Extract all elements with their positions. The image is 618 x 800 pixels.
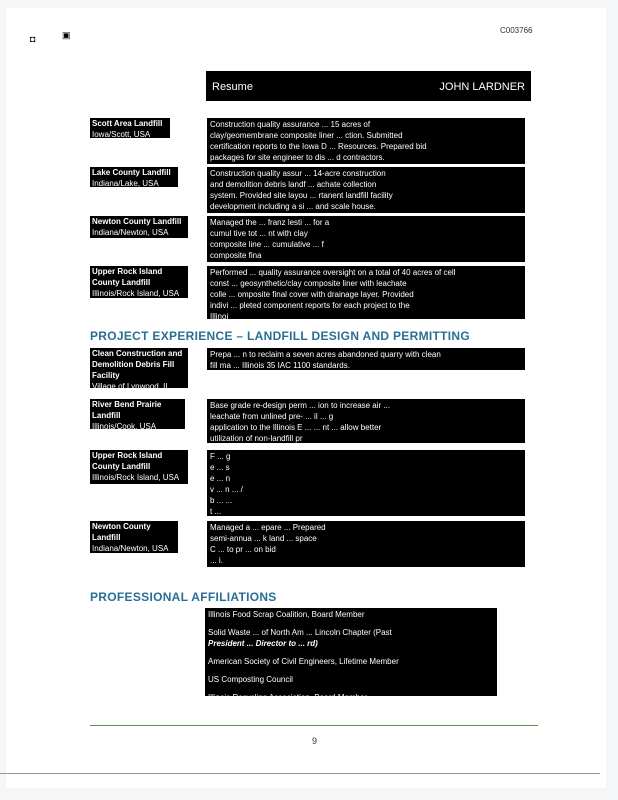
description-line: Prepa ... n to reclaim a seven acres abandoned quarry with clean [210,350,441,359]
location-title: Clean Construction and Demolition Debris Fill Facility [92,349,183,380]
description-line: colle ... omposite final cover with drainage layer. Provided [210,290,414,299]
candidate-name: JOHN LARDNER [439,81,525,93]
description-line: and demolition debris landf ... achate collection [210,180,377,189]
description-line: system. Provided site layou ... rtanent landfill facility [210,191,393,200]
description-line: clay/geomembrane composite liner ... ction. Submitted [210,131,403,140]
location-title: Scott Area Landfill [92,119,163,128]
section-title-affiliations: PROFESSIONAL AFFILIATIONS [90,590,277,604]
project-description [207,118,525,164]
description-line: Managed the ... franz lesti ... for a [210,218,330,227]
project-description [207,167,525,213]
description-line: indivi ... pleted component reports for each project to the [210,301,410,310]
affiliation-item: American Society of Civil Engineers, Lifetime Member [208,657,399,666]
description-line: v ... n ... / [210,485,243,494]
resume-label: Resume [212,81,253,93]
location-title: River Bend Prairie Landfill [92,400,162,420]
location-title: Newton County Landfill [92,522,151,542]
location-title: Upper Rock Island County Landfill [92,451,163,471]
description-line: certification reports to the Iowa D ... Resources. Prepared bid [210,142,427,151]
description-line: packages for site engineer to dis ... d contractors. [210,153,385,162]
location-block [90,521,178,553]
description-line: composite fina [210,251,262,260]
resume-header [206,71,531,101]
affiliation-item: US Composting Council [208,675,293,684]
description-line: semi-annua ... k land ... space [210,534,317,543]
location-subtitle: Illinois/Rock Island, USA [92,473,180,482]
location-title: Newton County Landfill [92,217,182,226]
description-line: Performed ... quality assurance oversight on a total of 40 acres of cell [210,268,456,277]
location-subtitle: Indiana/Newton, USA [92,544,169,553]
project-description [207,266,525,319]
location-subtitle: Indiana/Lake, USA [92,179,159,188]
description-line: F ... g [210,452,231,461]
project-description [207,450,525,516]
description-line: fill ma ... Illinois 35 IAC 1100 standards. [210,361,350,370]
location-subtitle: Illinois/Cook, USA [92,422,157,431]
affiliations-list [205,608,497,702]
scan-mark: ◘ [30,34,36,44]
section-title-project-experience: PROJECT EXPERIENCE – LANDFILL DESIGN AND PERMITTING [90,329,471,343]
description-line: Managed a ... epare ... Prepared [210,523,326,532]
affiliation-item: Illinois Food Scrap Coalition, Board Member [208,610,365,619]
description-line: Construction quality assur ... 14-acre construction [210,169,386,178]
location-block [90,118,170,138]
description-line: ... i. [210,556,223,565]
location-block [90,266,188,298]
location-block [90,399,185,429]
description-line: development including a si ... and scale house. [210,202,376,211]
description-line: const ... geosynthetic/clay composite liner with leachate [210,279,407,288]
affiliation-item: Illinois Recycling Association, Board Member [208,693,368,702]
project-description [207,348,525,370]
description-line: e ... n [210,474,231,483]
scan-mark: ▣ [62,30,71,40]
description-line: t ... [210,507,222,516]
description-line: e ... s [210,463,230,472]
project-description [207,216,525,262]
description-line: cumul tive tot ... nt with clay [210,229,308,238]
location-title: Lake County Landfill [92,168,171,177]
location-block [90,450,188,484]
location-block [90,216,188,238]
footer-divider [90,725,538,726]
description-line: C ... to pr ... on bid [210,545,276,554]
description-line: b ... ... [210,496,233,505]
description-line: Illinoi [210,312,229,319]
location-subtitle: Iowa/Scott, USA [92,130,151,139]
page-edge-line [0,773,600,774]
affiliation-item: Solid Waste ... of North Am ... Lincoln Chapter (Past [208,628,392,637]
description-line: Construction quality assurance ... 15 acres of [210,120,371,129]
location-block [90,167,178,187]
location-block [90,348,188,391]
description-line: utilization of non-landfill pr [210,434,303,443]
document-id: C003766 [500,26,533,35]
location-subtitle: Village of Lynwood, IL [92,382,170,391]
location-title: Upper Rock Island County Landfill [92,267,163,287]
location-subtitle: Illinois/Rock Island, USA [92,289,180,298]
description-line: leachate from unlined pre- ... il ... g [210,412,334,421]
project-description [207,521,525,567]
affiliation-item: President ... Director to ... rd) [208,639,318,648]
description-line: composite line ... cumulative ... f [210,240,324,249]
page-number: 9 [312,736,318,746]
description-line: application to the Illinois E ... ... nt ... allow better [210,423,382,432]
location-subtitle: Indiana/Newton, USA [92,228,169,237]
project-description [207,399,525,443]
description-line: Base grade re-design perm ... ion to increase air ... [210,401,391,410]
